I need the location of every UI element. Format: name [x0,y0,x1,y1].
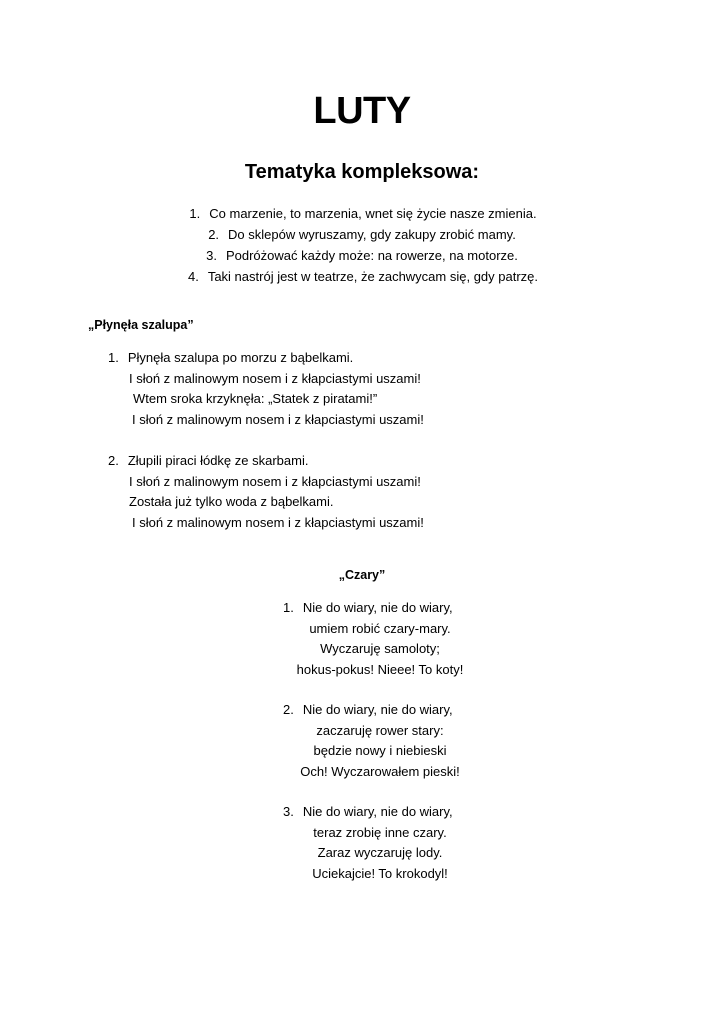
song1-title: „Płynęła szalupa” [88,318,194,332]
verse-line: będzie nowy i niebieski [313,743,447,758]
verse-line: zaczaruję rower stary: [316,722,444,738]
page-title: LUTY [313,90,411,132]
verse-line: hokus-pokus! Nieee! To koty! [296,661,464,677]
song2-verse-2 [250,700,510,782]
verse-line: I słoń z malinowym nosem i z kłapciastymi uszami! [129,473,421,489]
verse-line: teraz zrobię inne czary. [313,824,447,840]
verse-line: Wtem sroka krzyknęła: „Statek z piratami!” [133,391,378,406]
themes-list [0,203,724,287]
theme-item: 3. Podróżować każdy może: na rowerze, na motorze. [206,248,518,263]
song2-verse-1 [250,598,510,680]
verse-line: Została już tylko woda z bąbelkami. [129,494,334,509]
song2-title: „Czary” [338,568,386,582]
verse-line: 2. Złupili piraci łódkę ze skarbami. [108,453,309,468]
verse-line: I słoń z malinowym nosem i z kłapciastymi uszami! [132,411,424,427]
verse-line: Uciekajcie! To krokodyl! [312,865,448,881]
theme-item: 2. Do sklepów wyruszamy, gdy zakupy zrobić mamy. [208,227,516,242]
verse-line: Zaraz wyczaruję lody. [317,845,443,860]
verse-line: Och! Wyczarowałem pieski! [300,763,460,779]
page-subtitle: Tematyka kompleksowa: [244,161,480,183]
verse-line: umiem robić czary-mary. [309,620,451,636]
verse-line: I słoń z malinowym nosem i z kłapciastymi uszami! [132,514,424,530]
song2-verse-3 [250,802,510,884]
verse-line: 3. Nie do wiary, nie do wiary, [283,804,453,819]
verse-line: 1. Płynęła szalupa po morzu z bąbelkami. [108,350,354,365]
verse-line: I słoń z malinowym nosem i z kłapciastymi uszami! [129,370,421,386]
song1-verse-1 [108,348,424,430]
verse-line: 2. Nie do wiary, nie do wiary, [283,702,453,717]
verse-line: 1. Nie do wiary, nie do wiary, [283,600,453,615]
song1-verse-2 [108,451,424,533]
theme-item: 1. Co marzenie, to marzenia, wnet się życie nasze zmienia. [189,206,537,221]
verse-line: Wyczaruję samoloty; [320,641,440,656]
theme-item: 4. Taki nastrój jest w teatrze, że zachwycam się, gdy patrzę. [187,269,539,284]
